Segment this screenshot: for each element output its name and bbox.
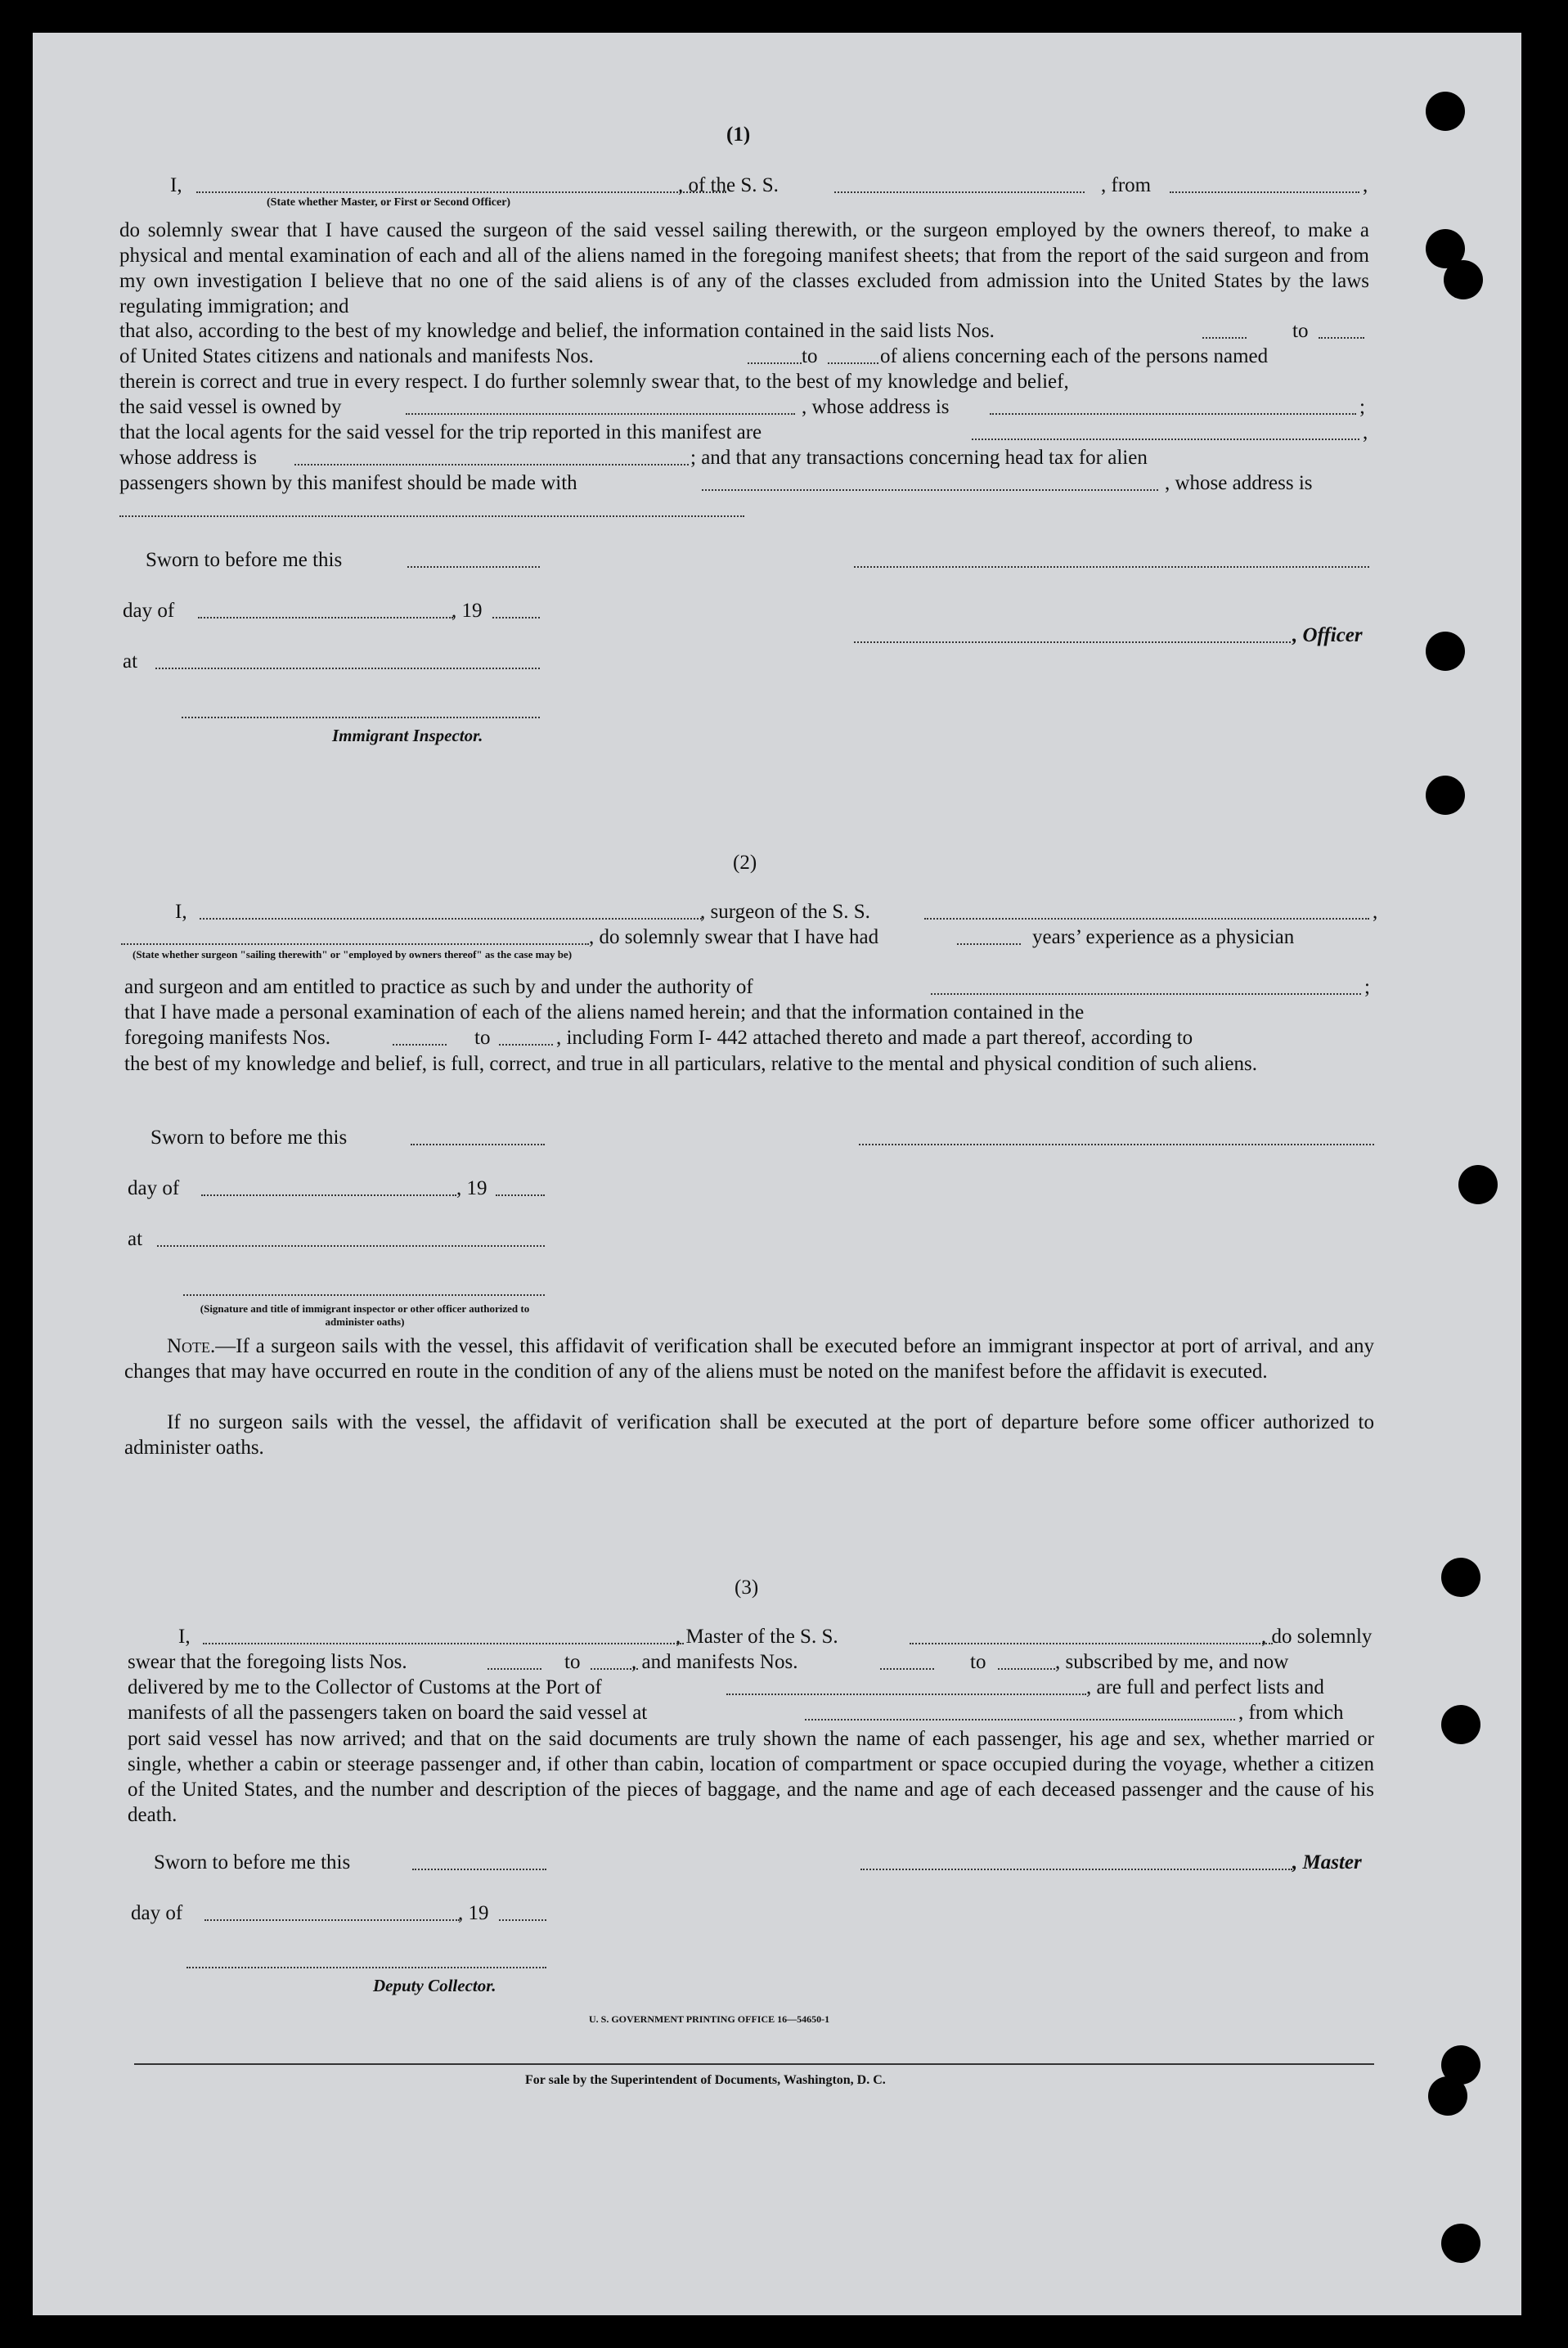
s1-lists-label: that also, according to the best of my knowledge and belief, the information contained in the said lists Nos. (119, 320, 995, 342)
s1-i-label: I, (170, 174, 182, 196)
s1-comma: , (1363, 174, 1368, 196)
punch-hole-1 (1426, 92, 1465, 131)
s2-year-field[interactable] (496, 1194, 545, 1196)
s1-whose-address-3-label: , whose address is (1165, 472, 1313, 494)
s2-note-paragraph (124, 1334, 1374, 1384)
s1-lists-to-label: to (1292, 320, 1309, 342)
s1-therein-label: therein is correct and true in every respect. I do further solemnly swear that, to the best of my knowledge and belief, (119, 371, 1069, 393)
s2-comma: , (1373, 901, 1378, 923)
s3-vessel-name-field[interactable] (910, 1643, 1273, 1644)
s3-subscribed-label: , subscribed by me, and now (1055, 1651, 1289, 1673)
s2-surgeon-name-field[interactable] (200, 918, 702, 920)
s1-owner-address-field[interactable] (990, 413, 1356, 415)
s1-month-field[interactable] (198, 617, 453, 618)
s3-port-field[interactable] (726, 1694, 1086, 1695)
s2-years-label: years’ experience as a physician (1032, 926, 1295, 948)
s3-master-label: , Master (1292, 1851, 1362, 1873)
s1-signature-field[interactable] (854, 566, 1369, 568)
s1-sworn-label: Sworn to before me this (146, 549, 343, 571)
s1-officer-name-field[interactable] (196, 191, 726, 193)
s3-to-1-label: to (564, 1651, 581, 1673)
s1-owned-by-label: the said vessel is owned by (119, 396, 342, 418)
s3-master-of-label: , Master of the S. S. (676, 1626, 838, 1648)
s3-sworn-day-field[interactable] (412, 1869, 546, 1870)
s3-manifests-to-field[interactable] (998, 1668, 1055, 1670)
s3-year-label: , 19 (458, 1902, 489, 1924)
s1-at-place-field[interactable] (155, 668, 540, 669)
s2-sworn-label: Sworn to before me this (151, 1127, 348, 1149)
s2-surgeon-of-label: , surgeon of the S. S. (700, 901, 870, 923)
s2-including-label: , including Form I- 442 attached thereto and made a part thereof, according to (556, 1027, 1193, 1049)
s2-authority-label: and surgeon and am entitled to practice as such by and under the authority of (124, 976, 753, 998)
s1-whose-address-label: , whose address is (802, 396, 950, 418)
footer-sale-note: For sale by the Superintendent of Documents, Washington, D. C. (525, 2073, 886, 2087)
section-3-number: (3) (735, 1577, 759, 1599)
s3-delivered-label: delivered by me to the Collector of Customs at the Port of (128, 1676, 602, 1698)
s3-master-signature-field[interactable] (860, 1869, 1292, 1870)
s3-year-field[interactable] (499, 1919, 546, 1921)
s2-surgeon-note: (State whether surgeon "sailing therewith" or "employed by owners thereof" as the case may be) (133, 948, 573, 960)
s3-master-name-field[interactable] (203, 1643, 684, 1644)
punch-hole-3 (1444, 260, 1483, 299)
s3-collector-signature-field[interactable] (186, 1967, 546, 1968)
s2-swear-label: , do solemnly swear that I have had (589, 926, 879, 948)
gpo-imprint: U. S. GOVERNMENT PRINTING OFFICE 16—54650-1 (589, 2013, 830, 2025)
s1-from-label: , from (1101, 174, 1152, 196)
s1-year-field[interactable] (492, 617, 540, 618)
s1-local-agents-label: that the local agents for the said vessel for the trip reported in this manifest are (119, 421, 762, 443)
s1-vessel-name-field[interactable] (834, 191, 1085, 193)
s1-agents-address-field[interactable] (294, 464, 689, 466)
s2-year-label: , 19 (456, 1177, 487, 1199)
s3-and-manifests-label: , and manifests Nos. (631, 1651, 798, 1673)
s1-head-tax-label: ; and that any transactions concerning head tax for alien (690, 447, 1148, 469)
s3-to-2-label: to (970, 1651, 986, 1673)
s1-lists-to-field[interactable] (1319, 337, 1364, 339)
s2-at-place-field[interactable] (157, 1245, 545, 1247)
s3-from-which-label: , from which (1238, 1702, 1344, 1724)
s1-officer-field[interactable] (854, 641, 1291, 643)
s2-signature-field[interactable] (859, 1144, 1374, 1145)
s2-vessel-name-field[interactable] (924, 918, 1369, 920)
s2-note-heading: Note. (167, 1335, 216, 1357)
s1-lists-from-field[interactable] (1202, 337, 1247, 339)
s2-signature-note: (Signature and title of immigrant inspector or other officer authorized to administer oaths) (200, 1302, 530, 1328)
s3-swear-lists-label: swear that the foregoing lists Nos. (128, 1651, 407, 1673)
s3-lists-from-field[interactable] (487, 1668, 541, 1670)
s2-examination-text: that I have made a personal examination of each of the aliens named herein; and that the information contained in the (124, 1001, 1085, 1023)
s3-day-of-label: day of (131, 1902, 183, 1924)
punch-hole-10 (1428, 2076, 1467, 2116)
s1-inspector-signature-field[interactable] (182, 717, 540, 718)
section-2-number: (2) (733, 852, 757, 874)
punch-hole-11 (1441, 2224, 1480, 2263)
s2-note-paragraph-2: If no surgeon sails with the vessel, the affidavit of verification shall be executed at the port of departure before some officer authorized to administer oaths. (124, 1411, 1374, 1459)
s2-month-field[interactable] (201, 1194, 456, 1196)
s1-officer-label: , Officer (1292, 624, 1363, 646)
s1-year-label: , 19 (452, 600, 483, 622)
s1-comma-2: , (1363, 421, 1368, 443)
s2-note-text: —If a surgeon sails with the vessel, this affidavit of verification shall be executed before an immigrant inspector at port of arrival, and any changes that may have occurred en route in the condition of any of the aliens must be noted on the manifest before the affidavit is executed. (124, 1335, 1374, 1383)
s1-from-port-field[interactable] (1170, 191, 1359, 193)
s1-manifests-to-field[interactable] (828, 362, 878, 364)
s2-authority-field[interactable] (931, 993, 1361, 995)
s1-local-agents-field[interactable] (972, 439, 1359, 440)
s3-paragraph: port said vessel has now arrived; and that on the said documents are truly shown the name of each passenger, his age and sex, whether married or single, whether a cabin or steerage passenger and, if other than cabin, location of compartment or space occupied during the voyage, whether a citizen of the United States, and the number and description of the pieces of baggage, and the name and age of each deceased passenger and the cause of his death. (128, 1728, 1374, 1826)
s1-sworn-day-field[interactable] (407, 566, 540, 568)
s1-day-of-label: day of (123, 600, 175, 622)
s1-aliens-label: of aliens concerning each of the persons named (880, 345, 1269, 367)
s1-passengers-label: passengers shown by this manifest should be made with (119, 472, 577, 494)
s2-sailing-type-field[interactable] (121, 943, 589, 945)
s1-citizens-label: of United States citizens and nationals and manifests Nos. (119, 345, 594, 367)
s3-month-field[interactable] (204, 1919, 460, 1921)
s3-collector-label: Deputy Collector. (373, 1976, 496, 1995)
s2-inspector-signature-field[interactable] (183, 1294, 545, 1296)
s2-manifests-from-field[interactable] (393, 1044, 447, 1046)
s1-manifests-to-label: to (802, 345, 818, 367)
s2-at-label: at (128, 1228, 143, 1250)
s1-owner-field[interactable] (406, 413, 795, 415)
punch-hole-5 (1426, 776, 1465, 815)
s2-sworn-day-field[interactable] (411, 1144, 545, 1145)
footer-rule (134, 2063, 1374, 2065)
form-page (33, 33, 1521, 2315)
s2-paragraph-2: the best of my knowledge and belief, is full, correct, and true in all particulars, relative to the mental and physical condition of such aliens. (124, 1053, 1257, 1075)
s3-sworn-label: Sworn to before me this (154, 1851, 351, 1873)
punch-hole-8 (1441, 1705, 1480, 1744)
section-1-number: (1) (726, 124, 751, 146)
s1-officer-note: (State whether Master, or First or Second Officer) (267, 196, 511, 209)
s2-semicolon: ; (1364, 976, 1370, 998)
punch-hole-4 (1426, 632, 1465, 671)
s2-years-field[interactable] (957, 943, 1021, 945)
s1-semicolon: ; (1359, 396, 1365, 418)
s3-do-solemnly-label: , do solemnly (1261, 1626, 1373, 1648)
s2-i-label: I, (175, 901, 187, 923)
s1-whose-address-2-label: whose address is (119, 447, 258, 469)
s3-manifests-all-label: manifests of all the passengers taken on board the said vessel at (128, 1702, 648, 1724)
punch-hole-6 (1458, 1165, 1498, 1204)
s1-head-tax-address-field[interactable] (119, 515, 744, 517)
s3-full-perfect-label: , are full and perfect lists and (1086, 1676, 1324, 1698)
s1-paragraph-1: do solemnly swear that I have caused the surgeon of the said vessel sailing therewith, or the surgeon employed by the owners thereof, to make a physical and mental examination of each and all of the aliens named in the foregoing manifest sheets; that from the report of the said surgeon and from my own investigation I believe that no one of the said aliens is of any of the classes excluded from admission into the United States by the laws regulating immigration; and (119, 219, 1369, 317)
punch-hole-7 (1441, 1558, 1480, 1597)
s2-manifests-to-field[interactable] (499, 1044, 553, 1046)
s2-to-label: to (474, 1027, 491, 1049)
s1-of-ss-label: , of the S. S. (678, 174, 779, 196)
s3-boarding-port-field[interactable] (805, 1719, 1235, 1721)
s1-inspector-label: Immigrant Inspector. (332, 726, 483, 745)
s1-head-tax-party-field[interactable] (702, 489, 1158, 491)
s1-manifests-from-field[interactable] (748, 362, 802, 364)
s2-day-of-label: day of (128, 1177, 180, 1199)
s1-at-label: at (123, 650, 138, 672)
s2-foregoing-label: foregoing manifests Nos. (124, 1027, 331, 1049)
s3-i-label: I, (178, 1626, 191, 1648)
s3-manifests-from-field[interactable] (880, 1668, 934, 1670)
